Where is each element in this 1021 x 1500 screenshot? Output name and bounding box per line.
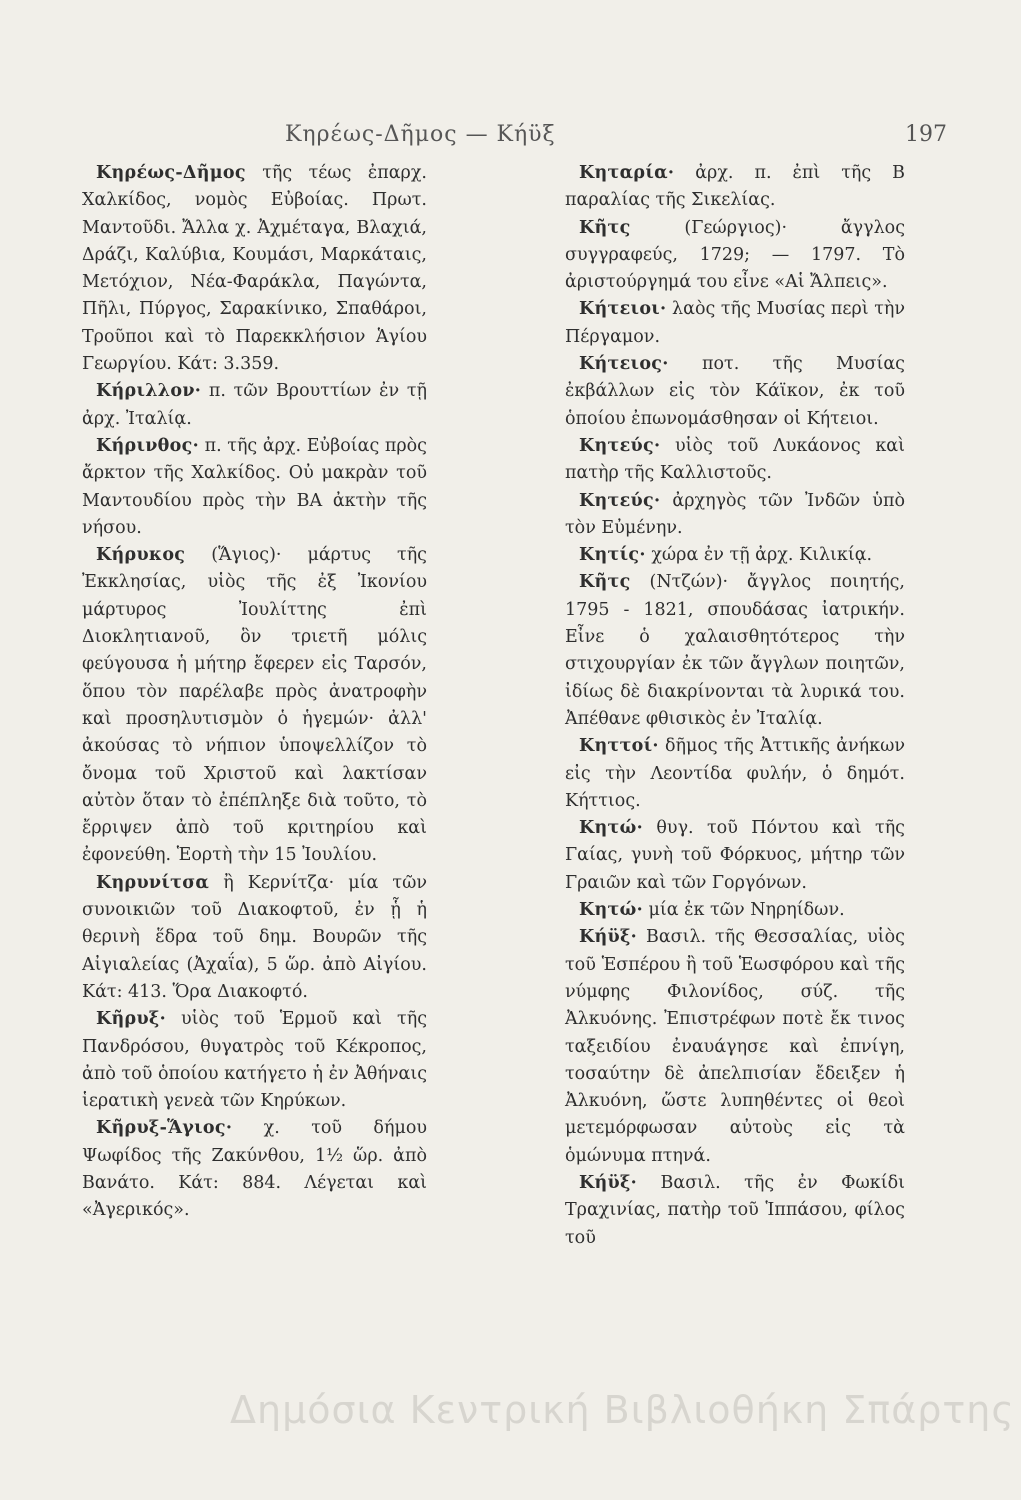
- entry-headword: Κήρυκος: [96, 545, 186, 566]
- entry-text: π. τῆς ἀρχ. Εὐβοίας πρὸς ἄρκτον τῆς Χαλκίδος. Οὐ μακρὰν τοῦ Μαντουδίου πρὸς τὴν ΒΑ ἀκτὴν τῆς νήσου.: [82, 435, 427, 538]
- entry-text: υἱὸς τοῦ Ἑρμοῦ καὶ τῆς Πανδρόσου, θυγατρὸς τοῦ Κέκροπος, ἀπὸ τοῦ ὁποίου κατήγετο ἡ ἐν Ἀθήναις ἱερατικὴ γενεὰ τῶν Κηρύκων.: [82, 1009, 427, 1112]
- entry-headword: Κηρέως-Δῆμος: [96, 163, 246, 183]
- dictionary-entry: [82, 378, 427, 433]
- entry-text: ἢ Κερνίτζα· μία τῶν συνοικιῶν τοῦ Διακοφτοῦ, ἐν ᾗ ἡ θερινὴ ἕδρα τοῦ δημ. Βουρῶν τῆς Αἰγιαλείας (Ἀχαΐα), 5 ὥρ. ἀπὸ Αἰγίου. Κάτ: 413. Ὅρα Διακοφτό.: [82, 872, 427, 1002]
- page-number: 197: [905, 122, 947, 147]
- dictionary-entry: [565, 542, 905, 569]
- entry-text: τῆς τέως ἐπαρχ. Χαλκίδος, νομὸς Εὐβοίας. Πρωτ. Μαντοῦδι. Ἄλλα χ. Ἀχμέταγα, Βλαχιά, Δράζι, Καλύβια, Κουμάσι, Μαρκάταις, Μετόχιον, Νέα-Φαράκλα, Παγώντα, Πῆλι, Πύργος, Σαρακίνικο, Σπαθάροι, Τροῦποι καὶ τὸ Παρεκκλήσιον Ἁγίου Γεωργίου. Κάτ: 3.359.: [82, 163, 427, 375]
- entry-text: (Γεώργιος)· ἄγγλος συγγραφεύς, 1729; — 1797. Τὸ ἀριστούργημά του εἶνε «Αἱ Ἄλπεις».: [565, 217, 905, 293]
- entry-headword: Κητώ·: [579, 900, 643, 921]
- dictionary-entry: [565, 215, 905, 297]
- entry-headword: Κήρινθος·: [96, 435, 199, 456]
- dictionary-entry: [565, 897, 905, 924]
- entry-headword: Κήϋξ·: [579, 927, 638, 948]
- dictionary-entry: [565, 351, 905, 433]
- dictionary-entry: [565, 733, 905, 815]
- dictionary-entry: [565, 924, 905, 1170]
- left-column: [82, 160, 427, 1225]
- entry-headword: Κῆρυξ·: [96, 1009, 166, 1030]
- entry-headword: Κηρυνίτσα: [96, 872, 210, 893]
- entry-text: υἱὸς τοῦ Λυκάονος καὶ πατὴρ τῆς Καλλιστοῦς.: [565, 435, 905, 484]
- entry-headword: Κητεύς·: [579, 435, 661, 456]
- entry-text: (Ἅγιος)· μάρτυς τῆς Ἐκκλησίας, υἱὸς τῆς ἐξ Ἰκονίου μάρτυρος Ἰουλίττης ἐπὶ Διοκλητιανοῦ, ὃν τριετῆ μόλις φεύγουσα ἡ μήτηρ ἔφερεν εἰς Ταρσόν, ὅπου τὸν παρέλαβε πρὸς ἀνατροφὴν καὶ προσηλυτισμὸν ὁ ἡγεμών· ἀλλ' ἀκούσας τὸ νήπιον ὑποψελλίζον τὸ ὄνομα τοῦ Χριστοῦ καὶ λακτίσαν αὐτὸν ὅταν τὸ ἐπέπληξε διὰ τοῦτο, τὸ ἔρριψεν ἀπὸ τοῦ κριτηρίου καὶ ἐφονεύθη. Ἑορτὴ τὴν 15 Ἰουλίου.: [82, 545, 427, 866]
- dictionary-entry: [82, 1115, 427, 1224]
- entry-text: δῆμος τῆς Ἀττικῆς ἀνήκων εἰς τὴν Λεοντίδα φυλήν, ὁ δημότ. Κήττιος.: [565, 736, 905, 811]
- entry-text: ποτ. τῆς Μυσίας ἐκβάλλων εἰς τὸν Κάϊκον, ἐκ τοῦ ὁποίου ἐπωνομάσθησαν οἱ Κήτειοι.: [565, 354, 905, 429]
- dictionary-entry: [82, 1006, 427, 1115]
- right-column: [565, 160, 905, 1252]
- library-watermark: Δημόσια Κεντρική Βιβλιοθήκη Σπάρτης: [230, 1388, 1015, 1432]
- dictionary-entry: [82, 433, 427, 542]
- dictionary-entry: [82, 542, 427, 870]
- entry-headword: Κήτειος·: [579, 354, 669, 375]
- dictionary-entry: [565, 433, 905, 488]
- entry-headword: Κητώ·: [579, 818, 643, 839]
- dictionary-entry: [82, 870, 427, 1006]
- entry-headword: Κῆτς: [579, 572, 631, 593]
- entry-headword: Κηττοί·: [579, 736, 659, 757]
- entry-headword: Κηταρία·: [579, 163, 675, 183]
- entry-text: Βασιλ. τῆς ἐν Φωκίδι Τραχινίας, πατὴρ τοῦ Ἱππάσου, φίλος τοῦ: [565, 1172, 905, 1248]
- entry-headword: Κήτειοι·: [579, 299, 667, 320]
- entry-text: χ. τοῦ δήμου Ψωφίδος τῆς Ζακύνθου, 1½ ὥρ. ἀπὸ Βανάτο. Κάτ: 884. Λέγεται καὶ «Ἀγερικός».: [82, 1118, 427, 1221]
- entry-text: π. τῶν Βρουττίων ἐν τῇ ἀρχ. Ἰταλίᾳ.: [82, 381, 427, 429]
- dictionary-entry: [565, 160, 905, 215]
- entry-text: μία ἐκ τῶν Νηρηίδων.: [648, 900, 845, 921]
- page-header: [0, 122, 1021, 162]
- entry-text: λαὸς τῆς Μυσίας περὶ τὴν Πέργαμον.: [565, 299, 905, 347]
- running-title: Κηρέως-Δῆμος — Κήϋξ: [285, 122, 556, 147]
- dictionary-entry: [565, 488, 905, 543]
- entry-text: ἀρχηγὸς τῶν Ἰνδῶν ὑπὸ τὸν Εὐμένην.: [565, 490, 905, 538]
- entry-headword: Κῆτς: [579, 217, 631, 238]
- dictionary-entry: [565, 1170, 905, 1252]
- dictionary-entry: [565, 815, 905, 897]
- entry-text: ἀρχ. π. ἐπὶ τῆς Β παραλίας τῆς Σικελίας.: [565, 163, 905, 211]
- entry-text: (Ντζών)· ἄγγλος ποιητής, 1795 - 1821, σπουδάσας ἰατρικήν. Εἶνε ὁ χαλαισθητότερος τὴν στιχουργίαν ἐκ τῶν ἄγγλων ποιητῶν, ἰδίως δὲ διακρίνονται τὰ λυρικά του. Ἀπέθανε φθισικὸς ἐν Ἰταλίᾳ.: [565, 572, 905, 729]
- entry-headword: Κήϋξ·: [579, 1172, 638, 1193]
- entry-text: χώρα ἐν τῇ ἀρχ. Κιλικίᾳ.: [651, 545, 873, 566]
- entry-text: θυγ. τοῦ Πόντου καὶ τῆς Γαίας, γυνὴ τοῦ Φόρκυος, μήτηρ τῶν Γραιῶν καὶ τῶν Γοργόνων.: [565, 818, 905, 893]
- entry-text: Βασιλ. τῆς Θεσσαλίας, υἱὸς τοῦ Ἑσπέρου ἢ τοῦ Ἑωσφόρου καὶ τῆς νύμφης Φιλονίδος, σύζ. τῆς Ἀλκυόνης. Ἐπιστρέφων ποτὲ ἔκ τινος ταξειδίου ἐναυάγησε καὶ ἐπνίγη, τοσαύτην δὲ ἀπελπισίαν ἔδειξεν ἡ Ἀλκυόνη, ὥστε λυπηθέντες οἱ θεοὶ μετεμόρφωσαν αὐτοὺς εἰς τὰ ὁμώνυμα πτηνά.: [565, 927, 905, 1166]
- dictionary-entry: [565, 296, 905, 351]
- entry-headword: Κῆρυξ-Ἅγιος·: [96, 1118, 233, 1139]
- entry-headword: Κήριλλον·: [96, 381, 202, 402]
- dictionary-entry: [565, 569, 905, 733]
- entry-headword: Κητεύς·: [579, 490, 661, 511]
- dictionary-entry: [82, 160, 427, 378]
- entry-headword: Κητίς·: [579, 545, 646, 566]
